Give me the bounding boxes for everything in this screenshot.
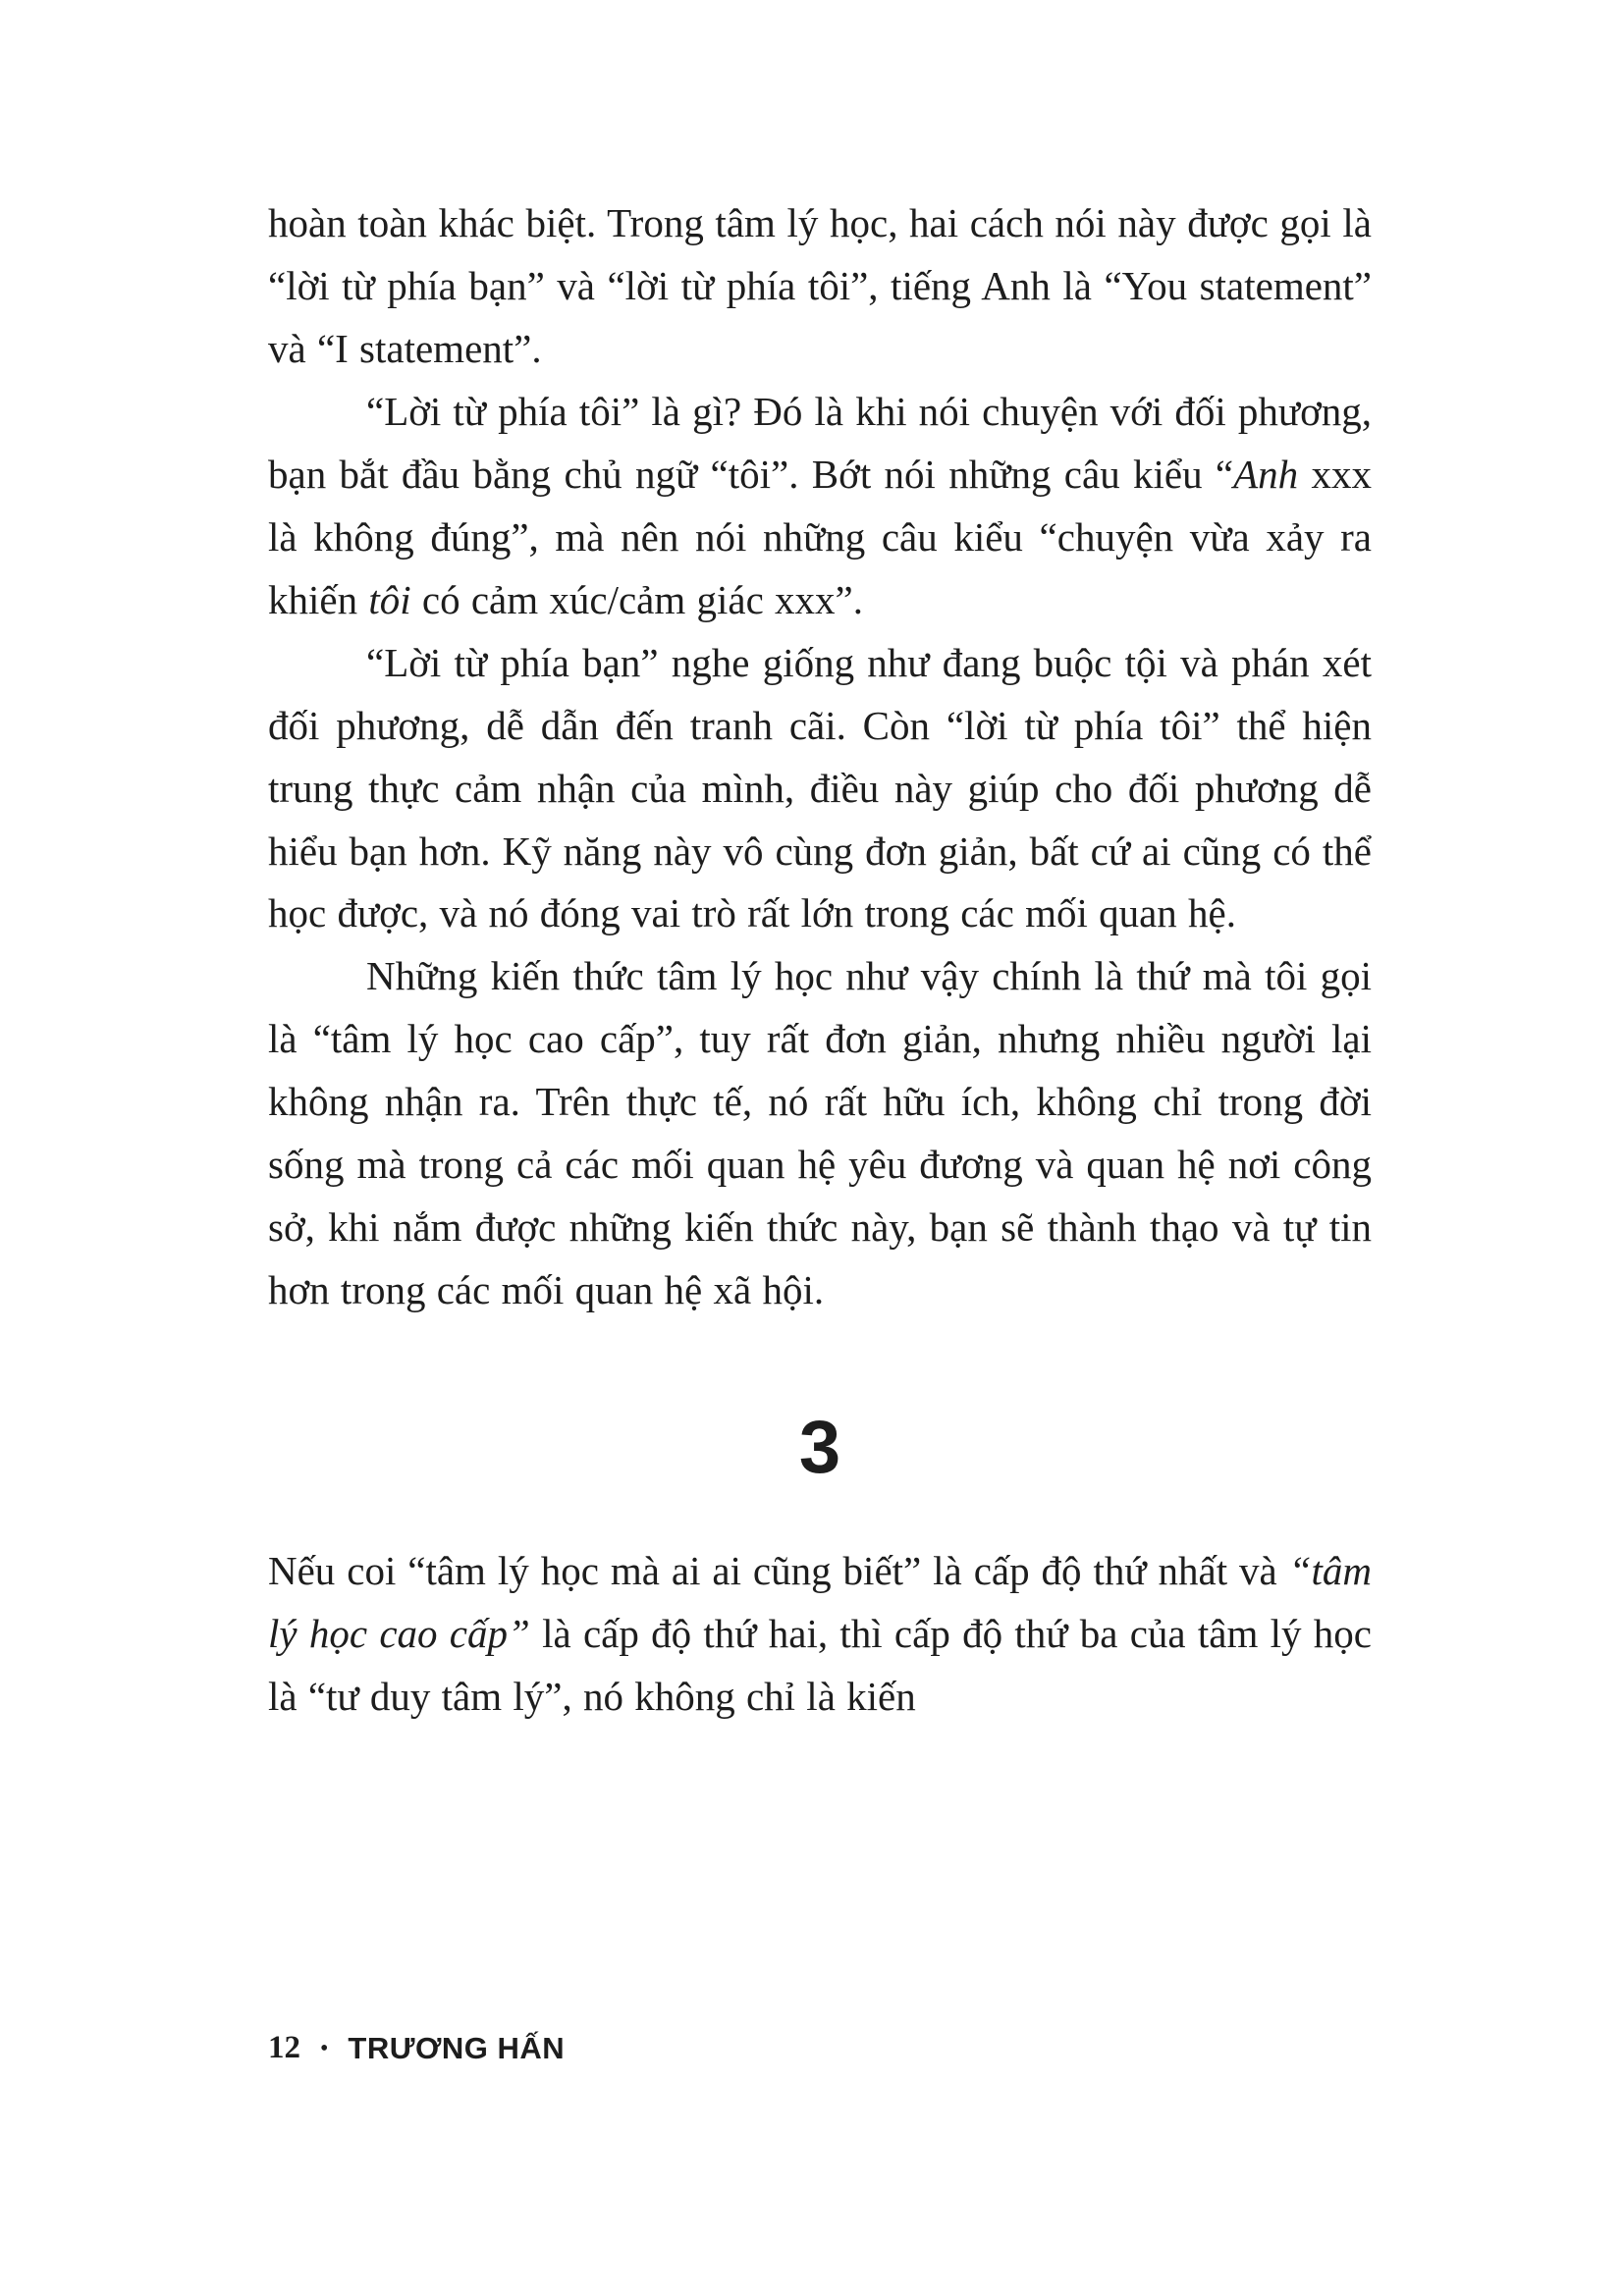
paragraph <box>268 632 1372 946</box>
text-run: Nếu coi “tâm lý học mà ai ai cũng biết” là cấp độ thứ nhất và <box>268 1547 1289 1593</box>
section-number: 3 <box>798 1406 841 1490</box>
text-run: “Lời từ phía tôi” là gì? Đó là khi nói chuyện với đối phương, bạn bắt đầu bằng chủ ngữ “tôi”. Bớt nói những câu kiểu “ <box>268 388 1372 497</box>
text-run: có cảm xúc/cảm giác xxx”. <box>410 576 863 622</box>
paragraph <box>268 1540 1372 1729</box>
text-run: là cấp độ thứ hai, thì cấp độ thứ ba của tâm lý học là “tư duy tâm lý”, nó không chỉ là kiến <box>268 1610 1373 1719</box>
page-content <box>268 192 1372 1729</box>
page-footer <box>268 2030 565 2066</box>
paragraph <box>268 381 1372 632</box>
paragraph <box>268 945 1372 1322</box>
text-run: Những kiến thức tâm lý học như vậy chính là thứ mà tôi gọi là “tâm lý học cao cấp”, tuy rất đơn giản, nhưng nhiều người lại không nhận ra. Trên thực tế, nó rất hữu ích, không chỉ trong đời sống mà trong cả các mối quan hệ yêu đương và quan hệ nơi công sở, khi nắm được những kiến thức này, bạn sẽ thành thạo và tự tin hơn trong các mối quan hệ xã hội. <box>268 953 1372 1313</box>
text-run: “Lời từ phía bạn” nghe giống như đang buộc tội và phán xét đối phương, dễ dẫn đến tranh cãi. Còn “lời từ phía tôi” thể hiện trung thực cảm nhận của mình, điều này giúp cho đối phương dễ hiểu bạn hơn. Kỹ năng này vô cùng đơn giản, bất cứ ai cũng có thể học được, và nó đóng vai trò rất lớn trong các mối quan hệ. <box>268 639 1372 936</box>
page-number: 12 <box>268 2030 300 2065</box>
text-run-italic: “tâm lý học cao cấp” <box>268 1547 1372 1656</box>
text-run: hoàn toàn khác biệt. Trong tâm lý học, hai cách nói này được gọi là “lời từ phía bạn” và “lời từ phía tôi”, tiếng Anh là “You statement” và “I statement”. <box>268 200 1372 371</box>
text-run: xxx là không đúng”, mà nên nói những câu kiểu “chuyện vừa xảy ra khiến <box>268 451 1372 622</box>
paragraph <box>268 192 1372 381</box>
text-run-italic: tôi <box>368 576 411 622</box>
author-name: TRƯƠNG HẤN <box>348 2030 566 2065</box>
footer-separator-bullet: • <box>320 2035 329 2061</box>
text-run-italic: Anh <box>1233 451 1299 497</box>
